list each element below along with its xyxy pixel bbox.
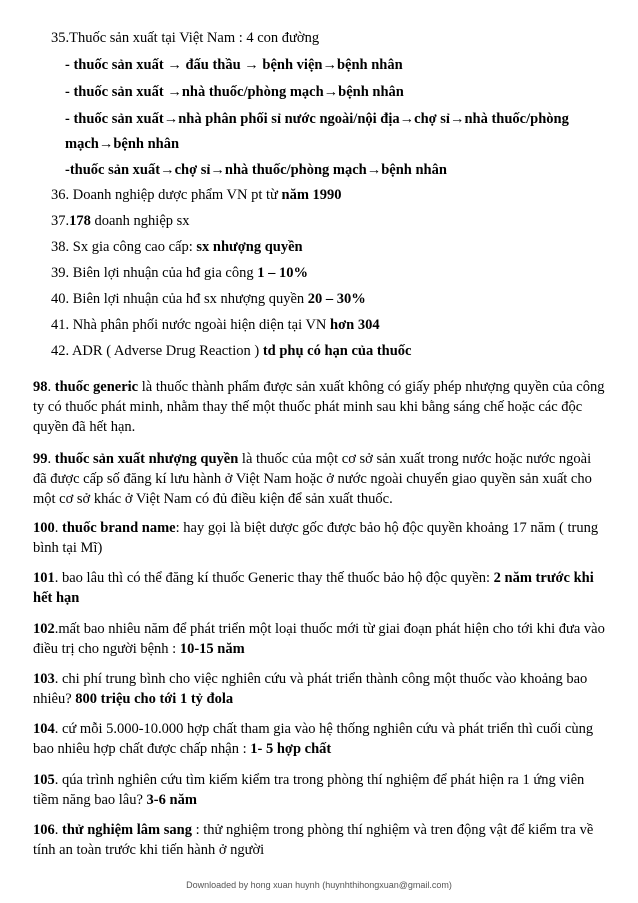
question-98: 98. thuốc generic là thuốc thành phẩm được sản xuất không có giấy phép nhượng quyền của công ty có thuốc phát minh, nhằm thay thế một thuốc phát minh sau khi bằng sáng chế hoặc các độc quyền đã hết hạn. [33, 379, 605, 435]
question-text: là thuốc thành phẩm được sản xuất không có giấy phép nhượng quyền của công ty có thuốc phát minh, nhằm thay thế một thuốc phát minh sau khi bằng sáng chế hoặc các độc quyền đã hết hạn. [33, 379, 605, 435]
route-text: - thuốc sản xuất →nhà thuốc/phòng mạch→bệnh nhân [65, 84, 404, 100]
list-item-38 [51, 238, 303, 256]
question-number: 99 [33, 451, 48, 467]
list-item-36 [51, 186, 342, 204]
item-answer: 178 [69, 213, 91, 229]
question-103 [33, 669, 605, 709]
question-number: 106 [33, 822, 55, 838]
item-text: 42. ADR ( Adverse Drug Reaction ) [51, 343, 263, 359]
question-term: thử nghiệm lâm sang [62, 822, 192, 838]
item-text: 36. Doanh nghiệp dược phẩm VN pt từ [51, 187, 282, 203]
question-number: 102 [33, 621, 55, 637]
question-99: 99. thuốc sản xuất nhượng quyền là thuốc của một cơ sở sản xuất trong nước hoặc nước ngoài đã được cấp số đăng kí lưu hành ở Việt Nam hoặc ở nước ngoài chuyển giao quyền sản xuất cho một cơ sở khác ở Việt Nam có đủ điều kiện để sản xuất thuốc. [33, 451, 592, 507]
item-text: 40. Biên lợi nhuận của hđ sx nhượng quyền [51, 291, 308, 307]
question-term: thuốc brand name [62, 520, 176, 536]
list-item-39 [51, 264, 308, 282]
question-text: . bao lâu thì có thể đăng kí thuốc Generic thay thế thuốc bảo hộ độc quyền: [54, 570, 494, 586]
page-footer: Downloaded by hong xuan huynh (huynhthihongxuan@gmail.com) [186, 880, 452, 890]
question-term: thuốc sản xuất nhượng quyền [54, 451, 239, 467]
question-text: .mất bao nhiêu năm để phát triển một loại thuốc mới từ giai đoạn phát hiện cho tới khi đưa vào điều trị cho người bệnh : [33, 621, 605, 657]
route-text: - thuốc sản xuất→nhà phân phối sỉ nước ngoài/nội địa→chợ sỉ→nhà thuốc/phòng [65, 111, 569, 127]
route-text: - thuốc sản xuất → đấu thầu → bệnh viện→bệnh nhân [65, 57, 403, 73]
question-text: . qúa trình nghiên cứu tìm kiếm kiểm tra trong phòng thí nghiệm để phát hiện ra 1 ứng viên tiềm năng bao lâu? [33, 772, 585, 808]
question-text: . chi phí trung bình cho việc nghiên cứu và phát triển thành công một thuốc vào khoảng bao nhiêu? [33, 671, 588, 707]
list-item-42 [51, 342, 412, 360]
list-item-text: 35.Thuốc sản xuất tại Việt Nam : 4 con đường [51, 30, 320, 46]
question-answer: 3-6 năm [146, 792, 197, 808]
question-text: . cứ mỗi 5.000-10.000 hợp chất tham gia vào hệ thống nghiên cứu và phát triển thì cuối cùng bao nhiêu hợp chất được chấp nhận : [33, 721, 594, 757]
route-2 [65, 83, 404, 101]
question-101 [33, 568, 605, 608]
list-item-40 [51, 290, 366, 308]
question-text: là thuốc của một cơ sở sản xuất trong nước hoặc nước ngoài đã được cấp số đăng kí lưu hành ở Việt Nam hoặc ở nước ngoài chuyển giao quyền sản xuất cho một cơ sở khác ở Việt Nam có đủ điều kiện để sản xuất thuốc. [33, 451, 592, 507]
list-item-37 [51, 212, 190, 230]
question-100: 100. thuốc brand name: hay gọi là biệt dược gốc được bảo hộ độc quyền khoảng 17 năm ( trung bình tại Mĩ) [33, 520, 599, 556]
question-number: 101 [33, 570, 55, 586]
question-answer: 800 triệu cho tới 1 tỷ đola [75, 691, 234, 707]
question-answer: 2 năm trước khi hết hạn [33, 570, 594, 606]
item-text: doanh nghiệp sx [90, 213, 190, 229]
question-number: 100 [33, 520, 55, 536]
route-3-continued [65, 135, 179, 153]
question-105 [33, 770, 605, 810]
route-4 [65, 161, 447, 179]
item-answer: năm 1990 [281, 187, 342, 203]
question-number: 98 [33, 379, 48, 395]
route-text: mạch→bệnh nhân [65, 136, 180, 152]
item-number: 37. [51, 213, 70, 229]
item-answer: td phụ có hạn của thuốc [262, 343, 412, 359]
list-item-41 [51, 316, 380, 334]
route-3 [65, 110, 569, 128]
item-text: 39. Biên lợi nhuận của hđ gia công [51, 265, 258, 281]
question-number: 104 [33, 721, 55, 737]
question-106: 106. thử nghiệm lâm sang : thử nghiệm trong phòng thí nghiệm và tren động vật để kiểm tra về tính an toàn trước khi tiến hành ở người [33, 822, 594, 858]
question-104 [33, 719, 605, 759]
question-102 [33, 619, 605, 659]
item-text: 41. Nhà phân phối nước ngoài hiện diện tại VN [51, 317, 331, 333]
question-answer: 1- 5 hợp chất [250, 741, 332, 757]
route-1 [65, 56, 403, 74]
item-text: 38. Sx gia công cao cấp: [51, 239, 197, 255]
item-answer: 1 – 10% [257, 265, 308, 281]
item-answer: sx nhượng quyền [196, 239, 303, 255]
route-text: -thuốc sản xuất→chợ sỉ→nhà thuốc/phòng mạch→bệnh nhân [65, 162, 447, 178]
item-answer: hơn 304 [330, 317, 380, 333]
question-number: 105 [33, 772, 55, 788]
question-term: thuốc generic [54, 379, 139, 395]
question-text: : hay gọi là biệt dược gốc được bảo hộ độc quyền khoảng 17 năm ( trung bình tại Mĩ) [33, 520, 599, 556]
question-text: : thử nghiệm trong phòng thí nghiệm và tren động vật để kiểm tra về tính an toàn trước khi tiến hành ở người [33, 822, 594, 858]
list-item-35 [51, 29, 319, 47]
question-number: 103 [33, 671, 55, 687]
question-answer: 10-15 năm [179, 641, 245, 657]
item-answer: 20 – 30% [307, 291, 366, 307]
